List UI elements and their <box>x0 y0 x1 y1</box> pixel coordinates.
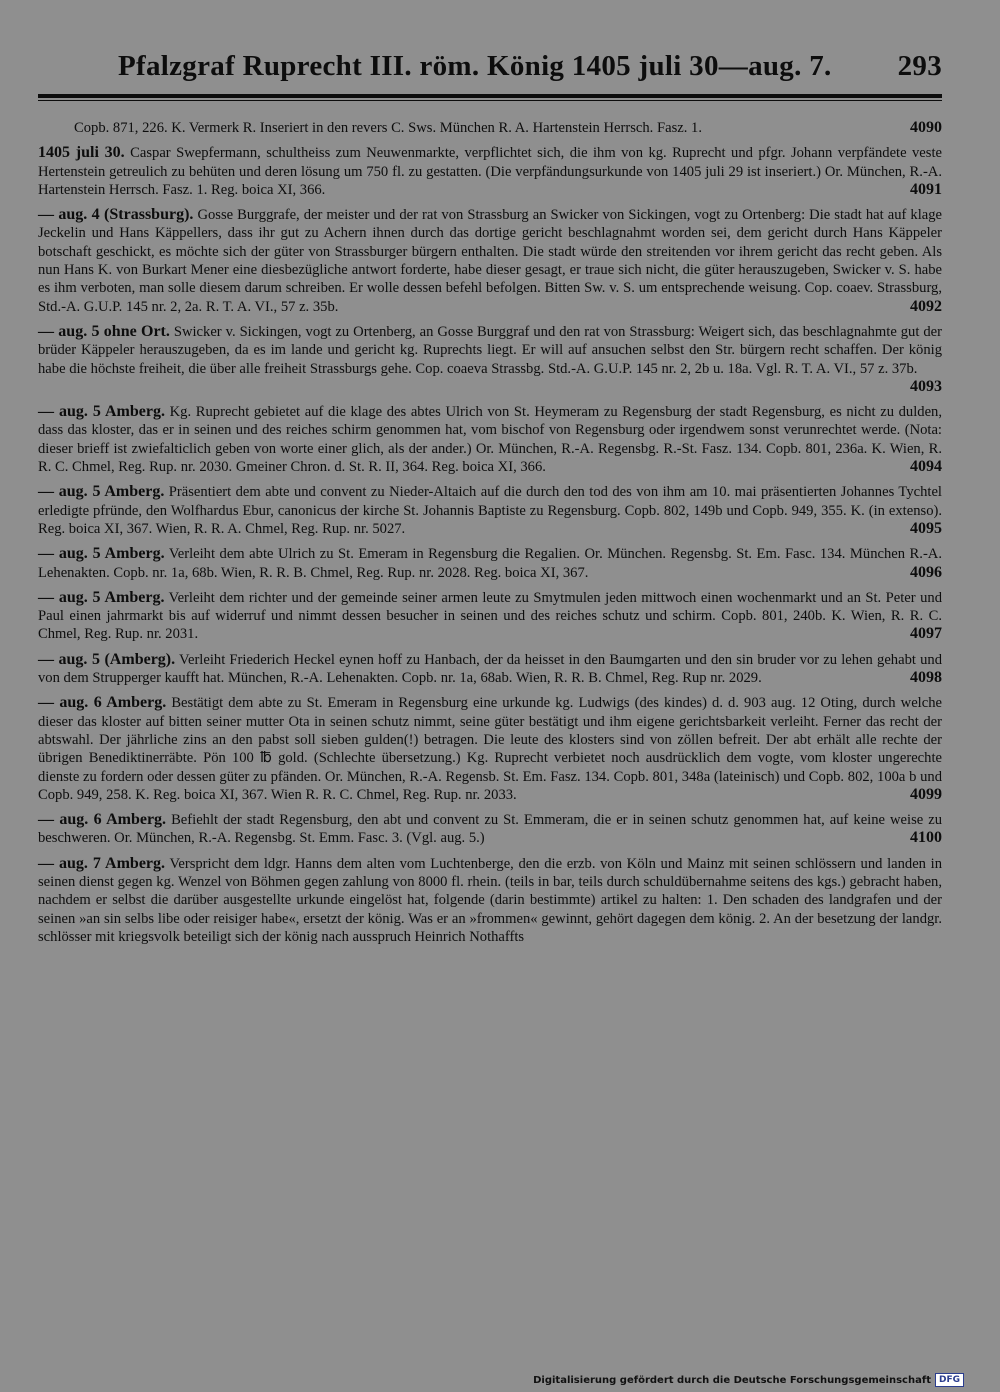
entry-date: — aug. 7 Amberg. <box>38 854 166 872</box>
entry-number: 4091 <box>910 180 942 198</box>
entry-number: 4092 <box>910 297 942 315</box>
entry-text: Verleiht Friederich Heckel eynen hoff zu Hanbach, der da heisset in den Baumgarten und den sin bruder vor zu lehen gehabt und von dem Strupperger kaufft hat. München, R.-A. Lehenakten. Copb. nr. 1a, 68ab. Wien, R. R. B. Chmel, Reg. Rup nr. 2029. <box>38 651 942 687</box>
regest-entry <box>38 811 942 848</box>
entry-number: 4090 <box>910 119 942 136</box>
entry-date: — aug. 6 Amberg. <box>38 811 167 829</box>
entry-date: — aug. 6 Amberg. <box>38 694 167 712</box>
page-header <box>38 50 942 88</box>
page-number: 293 <box>897 50 942 82</box>
entry-text: Copb. 871, 226. K. Vermerk R. Inseriert in den revers C. Sws. München R. A. Hartenstein Herrsch. Fasz. 1. <box>74 120 702 136</box>
dfg-logo-icon: DFG <box>935 1373 964 1387</box>
regest-entry <box>38 119 942 137</box>
entry-number: 4096 <box>910 563 942 581</box>
entry-number: 4100 <box>910 829 942 847</box>
regesta-entries <box>38 119 942 946</box>
entry-date: — aug. 5 Amberg. <box>38 545 165 563</box>
regest-entry <box>38 403 942 476</box>
entry-number: 4094 <box>910 458 942 476</box>
entry-date: 1405 juli 30. <box>38 144 125 162</box>
entry-text: Kg. Ruprecht gebietet auf die klage des abtes Ulrich von St. Heymeram zu Regensburg der stadt Regensburg, es nicht zu dulden, dass das kloster, das er in seinen und des reiches schirm genommen hat, vom bischof von Regensburg oder irgendwem sonst verunrechtet werde. (Nota: dieser brieff ist zwiefalticlich geben von worte einer glich, als der ander.) Or. München, R.-A. Regensbg. R.-St. Fasz. 134. Copb. 801, 236a. K. Wien, R. R. C. Chmel, Reg. Rup. nr. 2030. Gmeiner Chron. d. St. R. II, 364. Reg. boica XI, 366. <box>38 404 942 476</box>
digitization-footer <box>533 1373 964 1387</box>
entry-date: — aug. 4 (Strassburg). <box>38 206 194 224</box>
entry-text: Bestätigt dem abte zu St. Emeram in Regensburg eine urkunde kg. Ludwigs (des kindes) d. d. 903 aug. 12 Oting, durch welche dieser das kloster auf bitten seiner mutter Ota in seinen schutz nimmt, seine güter bestätigt und ihm eigene gerichtsbarkeit verleiht. Ferner das recht der abtswahl. Der jährliche zins an den pabst soll sieben gulden(!) betragen. Die leute des klosters sind von zöllen befreit. Der abt erhält alle rechte der übrigen Benediktinerräbte. Pön 100 ℔ gold. (Schlechte übersetzung.) Kg. Ruprecht verbietet noch ausdrücklich dem vogte, vom kloster ungerechte dienste zu fordern oder dessen güter zu pfänden. Or. München, R.-A. Regensb. St. Em. Fasz. 134. Copb. 801, 348a (lateinisch) und Copb. 802, 100a b und Copb. 949, 258. K. Reg. boica XI, 367. Wien R. R. C. Chmel, Reg. Rup. nr. 2033. <box>38 695 942 803</box>
regest-entry <box>38 589 942 644</box>
regest-entry <box>38 144 942 199</box>
regest-entry <box>38 694 942 804</box>
footer-text: Digitalisierung gefördert durch die Deutsche Forschungsgemeinschaft <box>533 1374 931 1386</box>
regest-entry <box>38 855 942 946</box>
regest-entry <box>38 651 942 688</box>
entry-text: Verleiht dem abte Ulrich zu St. Emeram in Regensburg die Regalien. Or. München. Regensbg. St. Em. Fasc. 134. München R.-A. Lehenakten. Copb. nr. 1a, 68b. Wien, R. R. B. Chmel, Reg. Rup. nr. 2028. Reg. boica XI, 367. <box>38 546 942 581</box>
entry-text: Swicker v. Sickingen, vogt zu Ortenberg, an Gosse Burggraf und den rat von Strassburg: Weigert sich, das beschlagnahmte gut der brüder Käppeler herauszugeben, da es im lande und gericht kg. Ruprechts liegt. Er will auf ansuchen selbst den Str. bürgern recht schaffen. Der könig habe die höchste freiheit, die über alle freiheit Strassburgs gehe. Cop. coaeva Strassbg. Std.-A. G.U.P. 145 nr. 2, 2b u. 18a. Vgl. R. T. A. VI., 57 z. 37b. <box>38 323 942 377</box>
header-rule-thick <box>38 94 942 98</box>
entry-text: Befiehlt der stadt Regensburg, den abt und convent zu St. Emmeram, die er in seinen schutz genommen hat, auf keine weise zu beschweren. Or. München, R.-A. Regensbg. St. Emm. Fasc. 3. (Vgl. aug. 5.) <box>38 812 943 847</box>
regest-entry <box>38 483 942 538</box>
regest-entry <box>38 323 942 396</box>
entry-text: Verleiht dem richter und der gemeinde seiner armen leute zu Smytmulen jeden mittwoch einen wochenmarkt und an St. Peter und Paul einen jahrmarkt bis auf widerruf und nimmt dessen besucher in seinen und des reiches schutz und schirm. Copb. 801, 240b. K. Wien, R. R. C. Chmel, Reg. Rup. nr. 2031. <box>38 589 942 643</box>
entry-date: — aug. 5 Amberg. <box>38 403 165 421</box>
entry-text: Gosse Burggrafe, der meister und der rat von Strassburg an Swicker von Sickingen, vogt zu Ortenberg: Die stadt hat auf klage Jeckelin und Hans Käppellers, dass ihr gut zu Achern ihnen durch das dortige gericht beschlagnahmt worden sei, dem gericht durch Hans Käppeler botschaft geschickt, es möchte sich der güter von Strassburger bürgern enthalten. Die stadt würde den streitenden vor ihrem gericht das recht geben. Als nun Hans K. von Burkart Mener eine diesbezügliche antwort forderte, habe dieser gesagt, er traue sich nicht, die güter herauszugeben, Swicker v. S. habe es ihm verboten, man solle diesem darum schreiben. Er wolle dessen befehl befolgen. Bitten Sw. v. S. um entsprechende weisung. Cop. coaev. Strassburg, Std.-A. G.U.P. 145 nr. 2, 2a. R. T. A. VI., 57 z. 35b. <box>38 207 943 315</box>
entry-date: — aug. 5 ohne Ort. <box>38 322 170 340</box>
header-rule-thin <box>38 100 942 101</box>
entry-date: — aug. 5 Amberg. <box>38 588 165 606</box>
entry-text: Präsentiert dem abte und convent zu Nieder-Altaich auf die durch den tod des von ihm am 10. mai präsentierten Johannes Tychtel erledigte pfründe, den Wolfhardus Ebur, canonicus der kirche St. Johannis Baptiste zu Regensburg. Copb. 802, 149b und Copb. 949, 355. K. (in extenso). Reg. boica XI, 367. Wien, R. R. A. Chmel, Reg. Rup. nr. 5027. <box>38 484 942 537</box>
entry-date: — aug. 5 Amberg. <box>38 483 165 501</box>
entry-date: — aug. 5 (Amberg). <box>38 650 176 668</box>
entry-number: 4093 <box>910 377 942 395</box>
page-title: Pfalzgraf Ruprecht III. röm. König 1405 juli 30—aug. 7. <box>118 50 832 82</box>
entry-text: Caspar Swepfermann, schultheiss zum Neuwenmarkte, verpflichtet sich, die ihm von kg. Ruprecht und pfgr. Johann verpfändete veste Hertenstein getreulich zu behüten und deren lösung um 750 fl. zu gestatten. (Die verpfändungsurkunde von 1405 juli 29 ist inseriert.) Or. München, R.-A. Hartenstein Herrsch. Fasz. 1. Reg. boica XI, 366. <box>38 145 942 198</box>
entry-number: 4095 <box>910 519 942 537</box>
entry-number: 4098 <box>910 669 942 687</box>
document-page <box>38 50 942 953</box>
entry-number: 4097 <box>910 625 942 643</box>
entry-text: Verspricht dem ldgr. Hanns dem alten vom Luchtenberge, den die erzb. von Köln und Mainz mit seinen schlössern und landen in seinen dienst gegen kg. Wenzel von Böhmen gegen zahlung von 8000 fl. rhein. (teils in bar, teils durch schuldübernahme seitens des kgs.) gebracht haben, nachdem er selbst die darüber ausgestellte urkunde eingelöst hat, folgende (darin bestimmte) artikel zu halten: 1. Den schaden des landgrafen und der seinen »an sin selbs libe oder reisiger habe«, ersetzt der könig. Was er an »frommen« gewinnt, gehört dagegen dem könig. 2. An der besetzung der landgr. schlösser mit kriegsvolk beteiligt sich der könig nach ausspruch Heinrich Nothaffts <box>38 855 942 945</box>
regest-entry <box>38 206 942 316</box>
entry-number: 4099 <box>910 785 942 803</box>
regest-entry <box>38 545 942 582</box>
